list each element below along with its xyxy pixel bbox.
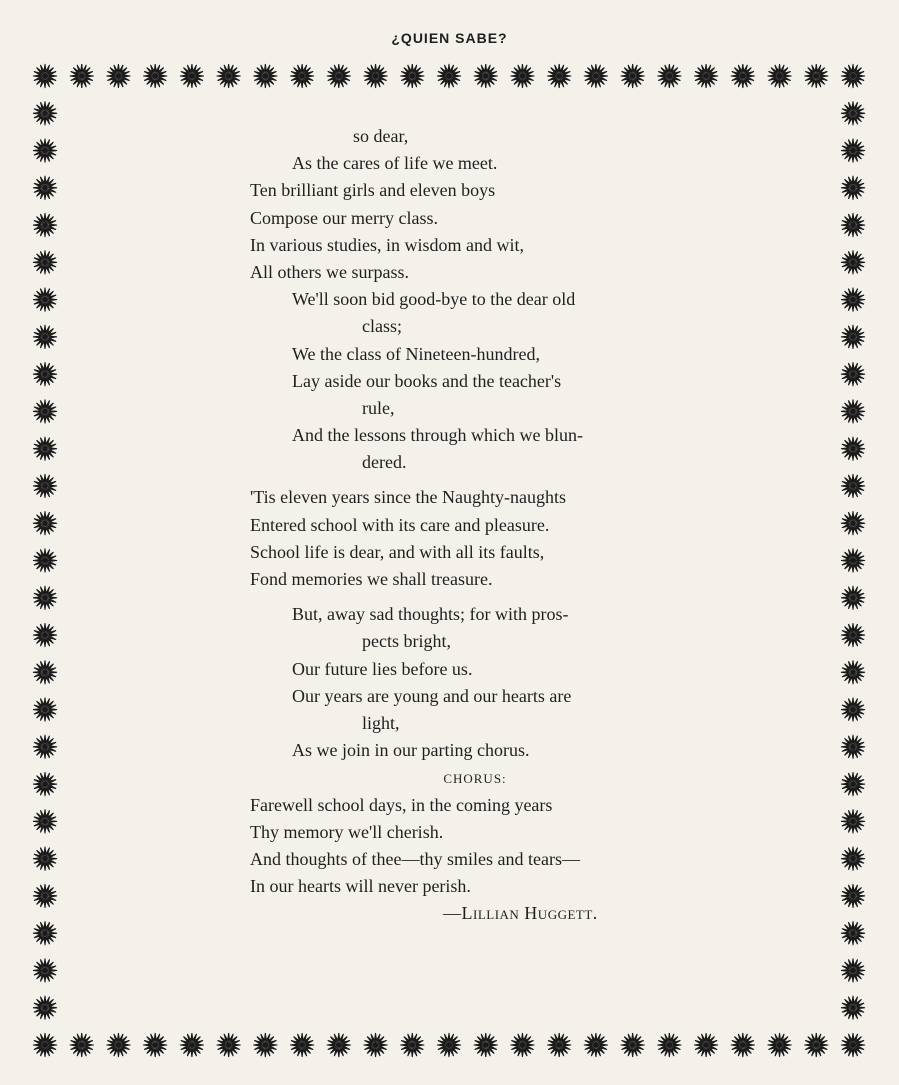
starburst-icon [33, 847, 57, 871]
starburst-icon [841, 772, 865, 796]
poem-line: In various studies, in wisdom and wit, [250, 234, 524, 255]
starburst-icon [106, 1033, 130, 1057]
poem-line: light, [362, 712, 400, 733]
starburst-icon [731, 1033, 755, 1057]
chorus-line: Thy memory we'll cherish. [250, 821, 444, 842]
starburst-icon [841, 1033, 865, 1057]
running-header: ¿QUIEN SABE? [391, 30, 508, 46]
starburst-icon [363, 64, 387, 88]
starburst-icon [547, 1033, 571, 1057]
starburst-icon [841, 847, 865, 871]
starburst-icon [841, 64, 865, 88]
starburst-icon [841, 958, 865, 982]
starburst-icon [33, 474, 57, 498]
poem-line: Compose our merry class. [250, 207, 438, 228]
starburst-icon [841, 399, 865, 423]
starburst-icon [510, 1033, 534, 1057]
starburst-icon [841, 250, 865, 274]
starburst-icon [510, 64, 534, 88]
chorus-line: And thoughts of thee—thy smiles and tears— [250, 848, 580, 869]
chorus-line: Farewell school days, in the coming years [250, 794, 553, 815]
starburst-icon [731, 64, 755, 88]
starburst-icon [694, 1033, 718, 1057]
poem-line: Our future lies before us. [292, 658, 473, 679]
starburst-icon [33, 362, 57, 386]
starburst-icon [33, 623, 57, 647]
starburst-icon [694, 64, 718, 88]
starburst-icon [106, 64, 130, 88]
poem-line: But, away sad thoughts; for with pros- [292, 604, 569, 625]
chorus-line: In our hearts will never perish. [250, 876, 471, 897]
starburst-icon [804, 64, 828, 88]
starburst-icon [33, 325, 57, 349]
starburst-icon [290, 64, 314, 88]
starburst-icon [584, 1033, 608, 1057]
starburst-icon [33, 586, 57, 610]
starburst-icon [33, 138, 57, 162]
poem-line: rule, [362, 397, 395, 418]
starburst-icon [253, 64, 277, 88]
starburst-icon [70, 1033, 94, 1057]
starburst-icon [33, 884, 57, 908]
starburst-icon [327, 64, 351, 88]
poem-line: We the class of Nineteen-hundred, [292, 343, 540, 364]
chorus-heading: CHORUS: [443, 771, 507, 787]
starburst-icon [33, 698, 57, 722]
poem-line: All others we surpass. [250, 261, 409, 282]
poem-line: Our years are young and our hearts are [292, 685, 572, 706]
starburst-icon [400, 1033, 424, 1057]
starburst-icon [180, 64, 204, 88]
starburst-icon [33, 437, 57, 461]
starburst-icon [547, 64, 571, 88]
starburst-icon [621, 1033, 645, 1057]
starburst-icon [841, 921, 865, 945]
starburst-icon [621, 64, 645, 88]
starburst-icon [217, 1033, 241, 1057]
starburst-icon [841, 698, 865, 722]
starburst-icon [143, 64, 167, 88]
starburst-icon [400, 64, 424, 88]
poem-line: dered. [362, 452, 407, 473]
poem-line: As the cares of life we meet. [292, 153, 498, 174]
starburst-icon [33, 660, 57, 684]
starburst-icon [180, 1033, 204, 1057]
starburst-icon [253, 1033, 277, 1057]
starburst-icon [33, 772, 57, 796]
starburst-icon [841, 362, 865, 386]
starburst-icon [33, 250, 57, 274]
starburst-icon [33, 213, 57, 237]
starburst-icon [841, 138, 865, 162]
starburst-icon [841, 996, 865, 1020]
starburst-icon [33, 64, 57, 88]
poem-line: so dear, [353, 126, 409, 146]
starburst-icon [33, 101, 57, 125]
starburst-icon [33, 288, 57, 312]
starburst-icon [33, 176, 57, 200]
starburst-icon [841, 101, 865, 125]
poem-line: class; [362, 316, 402, 337]
poem-line: Ten brilliant girls and eleven boys [250, 180, 496, 201]
poem-line: 'Tis eleven years since the Naughty-naughts [250, 487, 567, 508]
starburst-icon [437, 1033, 461, 1057]
starburst-icon [33, 958, 57, 982]
starburst-icon [841, 474, 865, 498]
poem-line: School life is dear, and with all its faults, [250, 541, 545, 562]
poem-verses [250, 123, 700, 764]
starburst-icon [767, 1033, 791, 1057]
poem-line: pects bright, [362, 631, 451, 652]
starburst-icon [70, 64, 94, 88]
starburst-icon [33, 921, 57, 945]
starburst-icon [33, 511, 57, 535]
starburst-icon [841, 437, 865, 461]
starburst-icon [841, 623, 865, 647]
poem-line: Lay aside our books and the teacher's [292, 370, 562, 391]
starburst-icon [657, 64, 681, 88]
stanza-gap [250, 593, 700, 601]
starburst-icon [474, 64, 498, 88]
starburst-icon [841, 586, 865, 610]
starburst-icon [584, 64, 608, 88]
starburst-icon [474, 1033, 498, 1057]
starburst-icon [143, 1033, 167, 1057]
starburst-icon [217, 64, 241, 88]
starburst-icon [363, 1033, 387, 1057]
starburst-icon [290, 1033, 314, 1057]
starburst-icon [33, 548, 57, 572]
author-signature: —Lillian Huggett. [443, 903, 598, 924]
starburst-icon [841, 213, 865, 237]
poem-text [250, 123, 700, 927]
poem-line: As we join in our parting chorus. [292, 740, 530, 761]
starburst-icon [841, 176, 865, 200]
starburst-icon [767, 64, 791, 88]
starburst-icon [841, 288, 865, 312]
starburst-icon [841, 809, 865, 833]
starburst-icon [327, 1033, 351, 1057]
starburst-icon [841, 325, 865, 349]
starburst-icon [33, 809, 57, 833]
starburst-icon [841, 735, 865, 759]
starburst-icon [33, 1033, 57, 1057]
poem-line: Entered school with its care and pleasure. [250, 514, 550, 535]
starburst-icon [804, 1033, 828, 1057]
starburst-icon [33, 996, 57, 1020]
starburst-icon [841, 548, 865, 572]
stanza-gap [250, 476, 700, 484]
poem-line: Fond memories we shall treasure. [250, 569, 493, 589]
starburst-icon [657, 1033, 681, 1057]
poem-line: We'll soon bid good-bye to the dear old [292, 289, 576, 310]
poem-line: And the lessons through which we blun- [292, 425, 583, 446]
starburst-icon [33, 735, 57, 759]
starburst-icon [33, 399, 57, 423]
starburst-icon [841, 884, 865, 908]
starburst-icon [841, 511, 865, 535]
starburst-icon [841, 660, 865, 684]
chorus-verse [250, 792, 700, 901]
starburst-icon [437, 64, 461, 88]
